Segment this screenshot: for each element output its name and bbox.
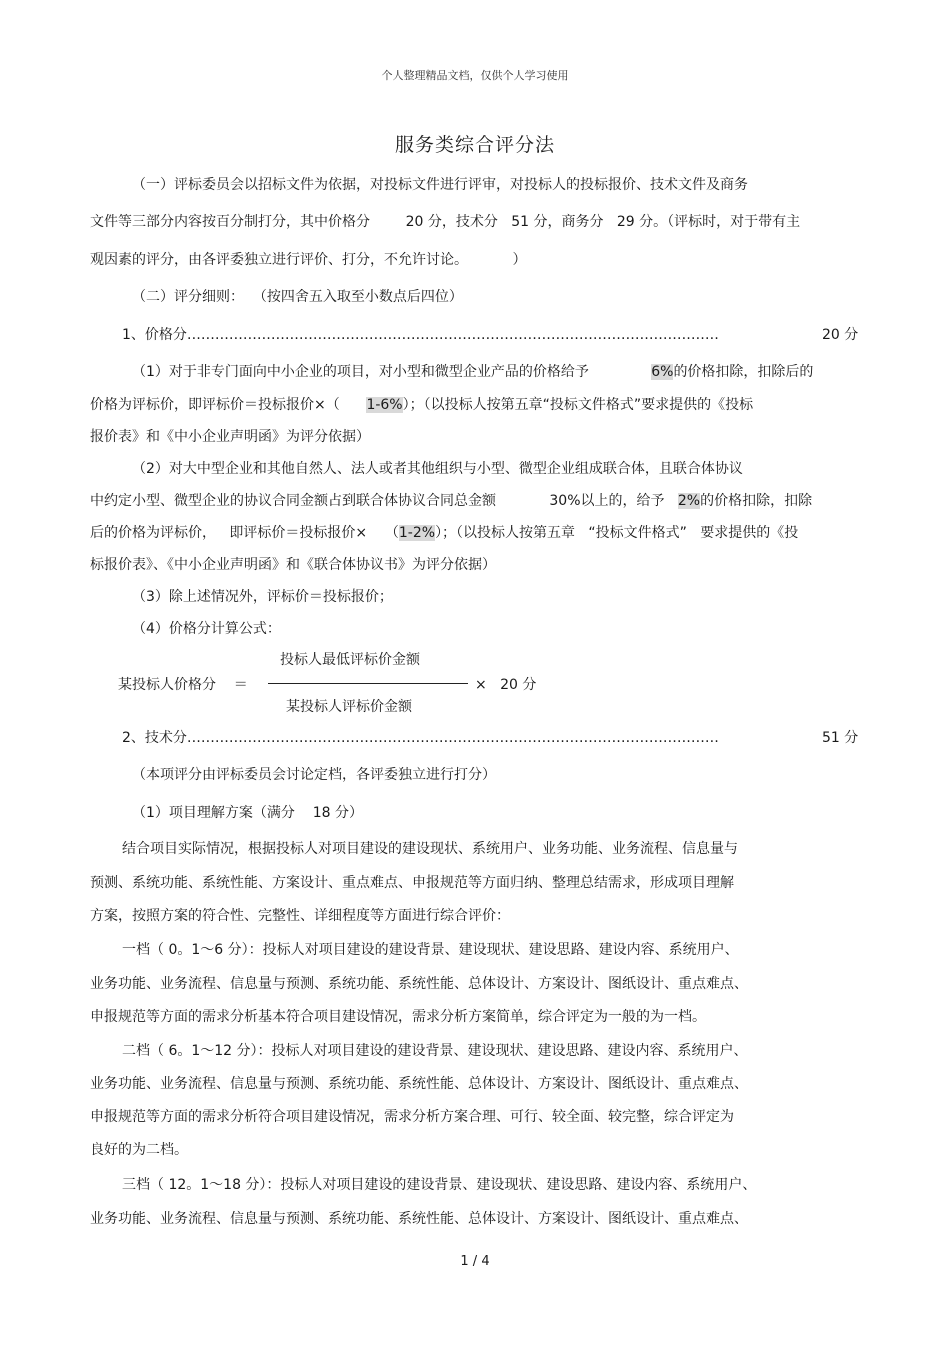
- formula-lhs: 某投标人价格分 ＝: [118, 677, 248, 693]
- paragraph-line: 三档（ 12。1～18 分）：投标人对项目建设的建设背景、建设现状、建设思路、建设内容、系统用户、: [122, 1177, 757, 1193]
- highlight: 2%: [677, 493, 701, 509]
- formula-denominator: 某投标人评标价金额: [286, 699, 412, 715]
- paragraph-line: （2）对大中型企业和其他自然人、法人或者其他组织与小型、微型企业组成联合体，且联合体协议: [132, 461, 743, 477]
- paragraph-line: （本项评分由评标委员会讨论定档，各评委独立进行打分）: [132, 767, 496, 783]
- paragraph-line: 申报规范等方面的需求分析符合项目建设情况，需求分析方案合理、可行、较全面、较完整，综合评定为: [90, 1109, 734, 1125]
- paragraph-line: （1）对于非专门面向中小企业的项目，对小型和微型企业产品的价格给予 6%的价格扣除，扣除后的: [132, 364, 814, 380]
- highlight: 1-2%: [398, 525, 436, 541]
- fraction-bar: [268, 683, 468, 684]
- page-header: 个人整理精品文档，仅供个人学习使用: [381, 69, 569, 82]
- paragraph-line: 观因素的评分，由各评委独立进行评价、打分，不允许讨论。 ）: [90, 252, 527, 268]
- paragraph-line: 文件等三部分内容按百分制打分，其中价格分 20 分，技术分 51 分，商务分 29 分。（评标时，对于带有主: [90, 214, 801, 230]
- highlight: 6%: [651, 364, 674, 380]
- formula-numerator: 投标人最低评标价金额: [280, 652, 420, 668]
- document-title: 服务类综合评分法: [394, 134, 555, 156]
- highlight: 1-6%: [366, 397, 403, 413]
- section-heading-price: 1、价格分……………………………………………………………………………………………………: [122, 327, 719, 343]
- page-number: 1 / 4: [460, 1254, 490, 1269]
- paragraph-line: 业务功能、业务流程、信息量与预测、系统功能、系统性能、总体设计、方案设计、图纸设计、重点难点、: [90, 1211, 748, 1227]
- paragraph-line: （1）项目理解方案（满分 18 分）: [132, 805, 363, 821]
- paragraph-line: （一）评标委员会以招标文件为依据，对投标文件进行评审，对投标人的投标报价、技术文件及商务: [132, 177, 748, 193]
- paragraph-line: 申报规范等方面的需求分析基本符合项目建设情况，需求分析方案简单，综合评定为一般的为一档。: [90, 1009, 706, 1025]
- paragraph-line: 二档（ 6。1～12 分）：投标人对项目建设的建设背景、建设现状、建设思路、建设内容、系统用户、: [122, 1043, 748, 1059]
- formula-rhs: × 20 分: [475, 677, 537, 693]
- paragraph-line: 报价表》和《中小企业声明函》为评分依据）: [90, 429, 370, 445]
- technical-score-total: 51 分: [822, 730, 859, 746]
- paragraph-line: 业务功能、业务流程、信息量与预测、系统功能、系统性能、总体设计、方案设计、图纸设计、重点难点、: [90, 1076, 748, 1092]
- paragraph-line: 中约定小型、微型企业的协议合同金额占到联合体协议合同总金额 30%以上的，给予 2%的价格扣除，扣除: [90, 493, 813, 509]
- paragraph-line: 方案，按照方案的符合性、完整性、详细程度等方面进行综合评价：: [90, 908, 510, 924]
- paragraph-line: 价格为评标价，即评标价＝投标报价×（ 1-6%）；（以投标人按第五章“投标文件格式”要求提供的《投标: [90, 397, 754, 413]
- paragraph-line: 良好的为二档。: [90, 1142, 188, 1158]
- paragraph-line: 后的价格为评标价， 即评标价＝投标报价× （1-2%）；（以投标人按第五章 “投标文件格式” 要求提供的《投: [90, 525, 799, 541]
- paragraph-line: （3）除上述情况外，评标价＝投标报价；: [132, 589, 393, 605]
- price-score-total: 20 分: [822, 327, 859, 343]
- paragraph-line: 结合项目实际情况，根据投标人对项目建设的建设现状、系统用户、业务功能、业务流程、信息量与: [122, 841, 738, 857]
- paragraph-line: 标报价表》、《中小企业声明函》和《联合体协议书》为评分依据）: [90, 557, 496, 573]
- section-heading-technical: 2、技术分……………………………………………………………………………………………………: [122, 730, 719, 746]
- paragraph-line: （二）评分细则： （按四舍五入取至小数点后四位）: [132, 289, 463, 305]
- paragraph-line: 一档（ 0。1～6 分）：投标人对项目建设的建设背景、建设现状、建设思路、建设内容、系统用户、: [122, 942, 739, 958]
- paragraph-line: 预测、系统功能、系统性能、方案设计、重点难点、申报规范等方面归纳、整理总结需求，形成项目理解: [90, 875, 734, 891]
- paragraph-line: 业务功能、业务流程、信息量与预测、系统功能、系统性能、总体设计、方案设计、图纸设计、重点难点、: [90, 976, 748, 992]
- paragraph-line: （4）价格分计算公式：: [132, 621, 281, 637]
